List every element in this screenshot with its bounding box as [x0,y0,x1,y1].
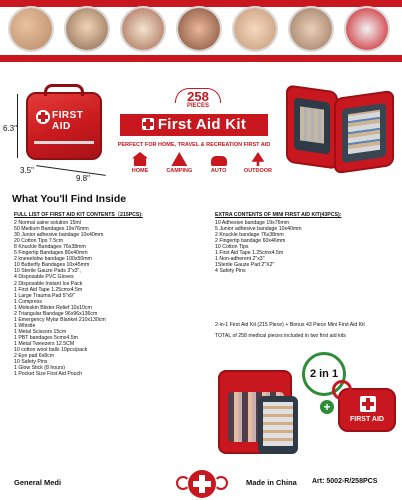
bottom-red-band [0,55,402,62]
list-item: 1 Large Trauma Pad 5"x9" [14,292,75,299]
brand-logo-icon [176,470,228,498]
main-contents-list [14,212,214,377]
list-item: 10 Safety Pins [14,359,48,366]
photo-hand-bandage [232,6,278,52]
mini-kit-cross-icon [360,396,376,412]
use-camping [163,152,195,182]
list-item: 1 First Aid Tape 1.25cmx4.5m [14,286,83,293]
lid-pocket [294,97,330,154]
list-item: 1 Metal Scissors 15cm [14,328,67,335]
extra-list-heading: EXTRA CONTENTS OF MINI FIRST AID KIT(43PCS): [215,212,342,218]
base-pocket [342,103,386,163]
list-item: 1 Emergency Mylar Blanket 210x130cm [14,316,106,323]
main-list-heading: FULL LIST OF FIRST AID KIT CONTENTS（215PCS): [14,212,143,218]
list-item: 1Sterile Gauze Pad 2"X2" [215,262,275,269]
house-icon [132,152,148,166]
extra-contents-list [215,212,400,274]
medical-cross-icon [36,110,50,124]
bag-label: FIRST AID [52,110,84,132]
depth-dimension: 3.5" [20,166,34,175]
list-item: 2 Normal saine solution 15ml [14,220,81,227]
photo-kitchen-cut [120,6,166,52]
list-item: 1 PBT bandages 5cmx4.5m [14,334,78,341]
two-in-one-badge: 2 in 1 [302,352,346,396]
plus-icon: + [320,400,334,414]
photo-bandaged-arm [8,6,54,52]
use-label: CAMPING [166,168,193,174]
use-label: OUTDOOR [243,168,273,174]
list-item: 10 Butterfly Bandages 10x45mm [14,262,90,269]
list-item: 20 Cotton Tips 7.5cm [14,238,64,245]
height-dimension: 6.3" [3,124,17,133]
use-outdoor [242,152,274,182]
reflective-strip [34,141,94,144]
list-item: 2 kneeelobw bandage 100x50mm [14,256,92,263]
total-note: TOTAL of 258 medical pieces included in two first aid kits [215,333,346,339]
use-auto [203,152,235,182]
logo-cross [188,470,216,498]
use-home [124,152,156,182]
use-label: HOME [131,168,149,174]
bag-base [334,90,394,174]
photo-ankle-injury [288,6,334,52]
two-in-one-image [216,352,400,464]
list-item: 10 Cotton Tips [215,244,249,251]
open-bag-image [286,88,396,178]
pieces-number: 258 [175,88,221,103]
list-item: 4 Safety Pins [215,268,246,275]
list-item: 1 Whistle [14,322,36,329]
first-aid-bag-image [26,92,102,160]
list-item: 30 Junior adhesive bandage 10x40mm [14,232,104,239]
list-item: 10 Sterile Gauze Pads 3"x3", [14,268,81,275]
logo-wing-right [214,476,228,490]
photo-first-aid-kit [344,6,390,52]
product-title: First Aid Kit [157,116,247,133]
list-item: 2 Fingertip bandage 60x46mm [215,238,286,245]
pieces-label: PIECES [186,103,209,109]
made-in-label: Made in China [246,478,297,487]
use-case-icons [124,152,274,182]
extra-list-items [215,220,400,274]
title-cross-icon [142,118,154,130]
bag-lid [286,84,338,169]
list-item: 10 Adhesive bandage 19x76mm [215,220,290,227]
list-item: 50 Medium Bandages 19x76mm [14,226,89,233]
list-item: 2 Disposable Instant Ice Pack [14,280,83,287]
bonus-note: 2-in-1 First Aid Kit (215 Piece) + Bonus 43 Piece Mini First Aid Kit [215,322,365,328]
use-label: AUTO [210,168,227,174]
list-item: 2 Knuckle bandage 76x38mm [215,232,284,239]
list-item: 2 Eye pad 6x8cm [14,353,55,360]
list-item: 5 Fingertip Bandages 80x40mm [14,250,88,257]
pieces-badge [175,88,221,114]
open-kit-contents-image [258,396,298,454]
list-item: 1 First Aid Tape 1.25cmx4.5m [215,250,284,257]
list-item: 1 Metal Tweezers 12.5CM [14,340,75,347]
car-icon [211,156,227,166]
article-number: Art: 5002-R/258PCS [312,478,378,485]
hero-section [0,62,402,190]
list-item: 1 Glow Stick (8 hours) [14,365,66,372]
height-dimension-line [17,94,18,158]
width-dimension: 9.8" [76,174,90,183]
photo-child-care [64,6,110,52]
list-item: 1 Pocket Size First Aid Pouch [14,371,83,378]
tagline: PERFECT FOR HOME, TRAVEL & RECREATION FIRST AID [117,142,271,148]
section-title: What You'll Find Inside [12,193,127,205]
width-dimension-line [36,165,105,176]
mini-kit-image [338,388,396,432]
list-item: 5 Junior adhesive bandage 10x40mm [215,226,302,233]
lifestyle-photo-strip [0,0,402,62]
product-title-banner [120,114,268,136]
mini-kit-label: FIRST AID [350,416,384,423]
brand-name: General Medi [14,478,62,487]
list-item: 1 Non-adherent 2"x3" [215,256,265,263]
list-item: 2 Triangular Bandage 96x96x136cm [14,310,98,317]
list-item: 4 Disposable PVC Gloves [14,274,74,281]
list-item: 10 cotton wool balls 10pcs/pack [14,347,88,354]
mini-kit-strap [332,380,352,400]
list-item: 8 Knuckle Bandages 76x38mm [14,244,86,251]
tree-icon [250,152,266,166]
photo-knee-injury [176,6,222,52]
list-item: 1 Moleskin Blister Relief 10x10cm [14,304,92,311]
bag-handle [44,84,84,96]
main-list-items [14,220,214,377]
list-item: 1 Compress [14,298,42,305]
tent-icon [171,152,187,166]
footer [0,466,402,500]
